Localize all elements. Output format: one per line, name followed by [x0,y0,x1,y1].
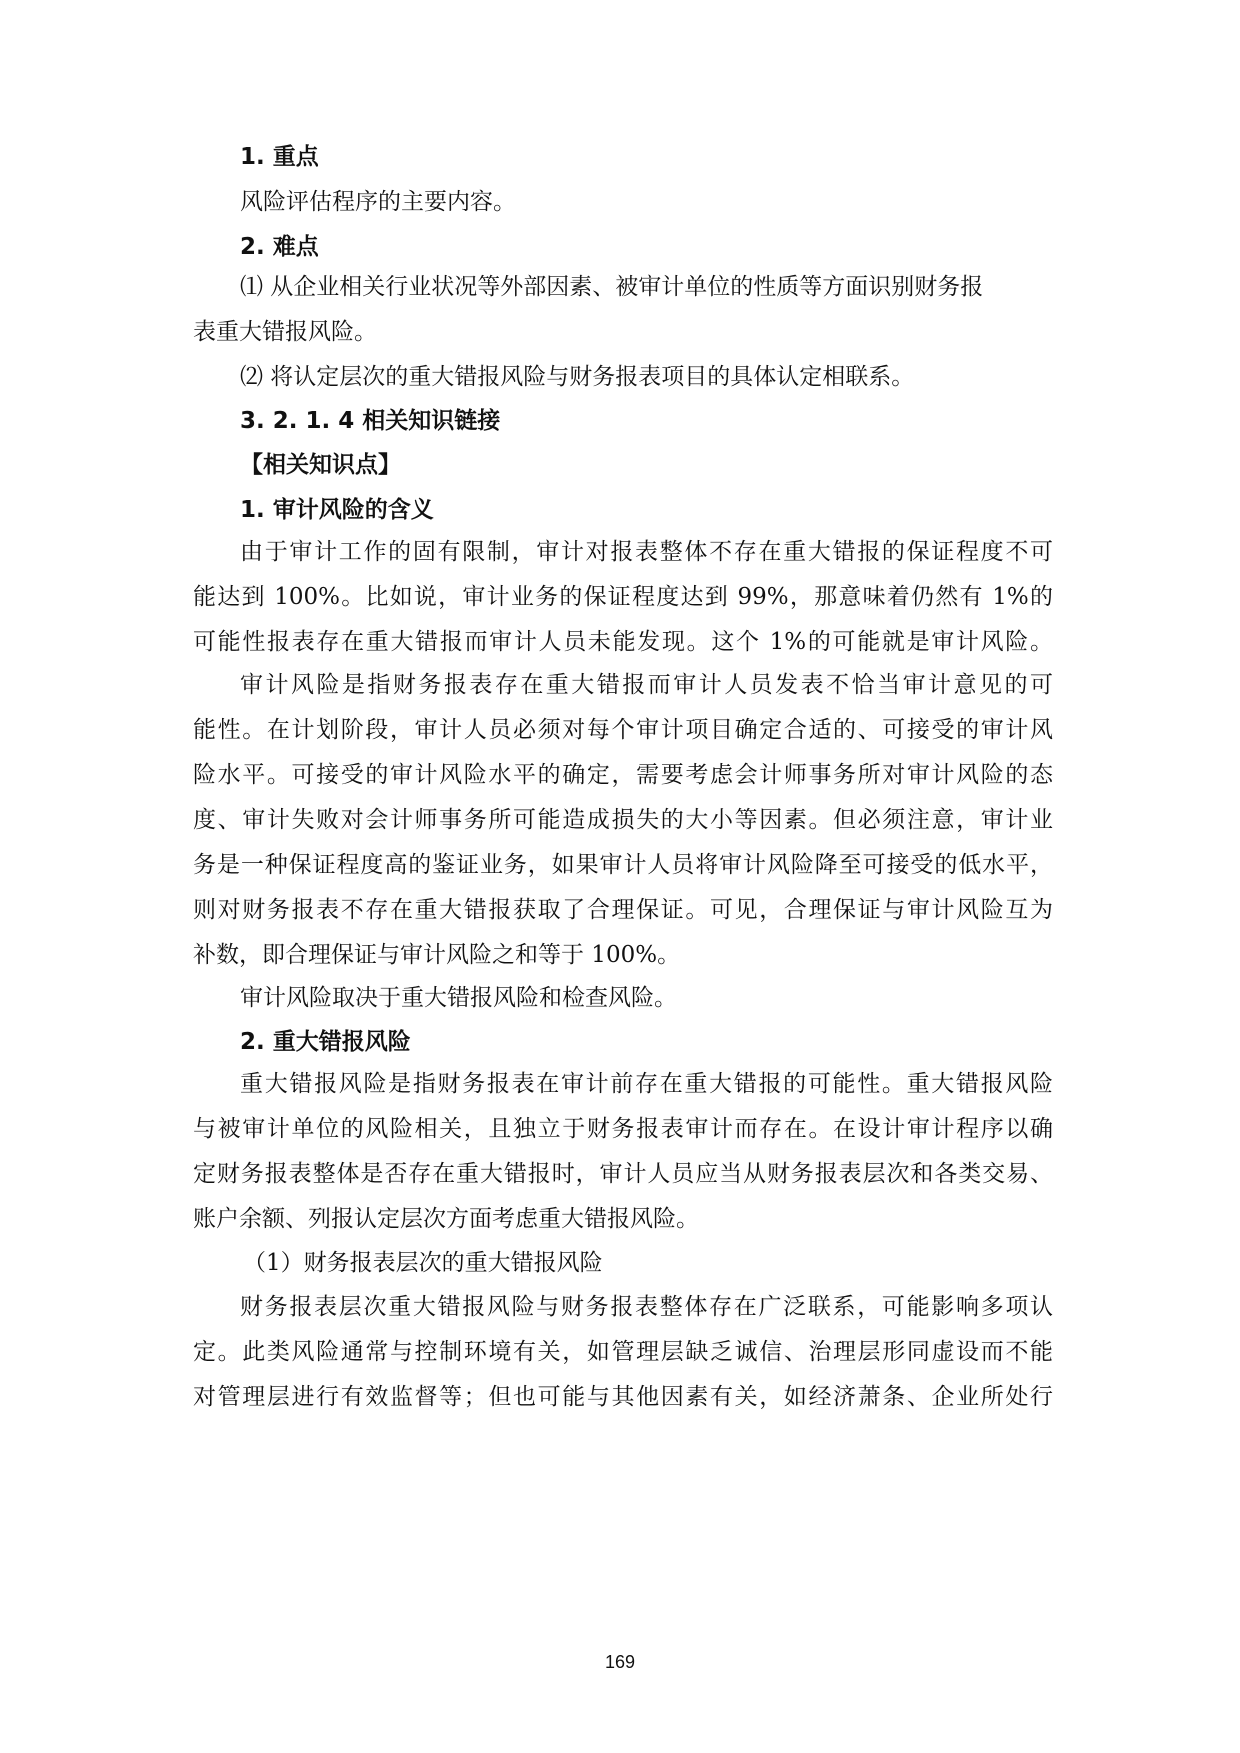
paragraph-2-line-5: 务是一种保证程度高的鉴证业务，如果审计人员将审计风险降至可接受的低水平， [193,852,1053,878]
paragraph-4-line-1: 重大错报风险是指财务报表在审计前存在重大错报的可能性。重大错报风险 [240,1071,1053,1097]
section-heading: 3. 2. 1. 4 相关知识链接 [240,408,501,434]
paragraph-1-line-2: 能达到 100%。比如说，审计业务的保证程度达到 99%，那意味着仍然有 1%的 [193,584,1053,610]
paragraph-2-line-7: 补数，即合理保证与审计风险之和等于 100%。 [193,942,681,968]
paragraph-4-line-3: 定财务报表整体是否存在重大错报时，审计人员应当从财务报表层次和各类交易、 [193,1161,1053,1187]
paragraph-1-line-1: 由于审计工作的固有限制，审计对报表整体不存在重大错报的保证程度不可 [240,539,1053,565]
paragraph-5-line-1: 财务报表层次重大错报风险与财务报表整体存在广泛联系，可能影响多项认 [240,1294,1053,1320]
paragraph-2-line-1: 审计风险是指财务报表存在重大错报而审计人员发表不恰当审计意见的可 [240,672,1053,698]
heading-key-points: 1. 重点 [240,144,319,170]
heading-difficulties: 2. 难点 [240,234,319,260]
paragraph-key-points: 风险评估程序的主要内容。 [240,189,516,215]
paragraph-2-line-3: 险水平。可接受的审计风险水平的确定，需要考虑会计师事务所对审计风险的态 [193,762,1053,788]
paragraph-5-line-2: 定。此类风险通常与控制环境有关，如管理层缺乏诚信、治理层形同虚设而不能 [193,1339,1053,1365]
difficulty-1-line-2: 表重大错报风险。 [193,319,377,345]
heading-audit-risk-meaning: 1. 审计风险的含义 [240,497,434,523]
paragraph-3: 审计风险取决于重大错报风险和检查风险。 [240,985,677,1011]
difficulty-2: ⑵ 将认定层次的重大错报风险与财务报表项目的具体认定相联系。 [240,364,915,390]
paragraph-2-line-2: 能性。在计划阶段，审计人员必须对每个审计项目确定合适的、可接受的审计风 [193,717,1053,743]
difficulty-1-line-1: ⑴ 从企业相关行业状况等外部因素、被审计单位的性质等方面识别财务报 [240,274,984,300]
page-number: 169 [604,1652,636,1672]
paragraph-1-line-3: 可能性报表存在重大错报而审计人员未能发现。这个 1%的可能就是审计风险。 [193,629,1053,655]
subheading-statement-level-risk: （1）财务报表层次的重大错报风险 [243,1250,603,1276]
heading-related-knowledge: 【相关知识点】 [240,452,401,478]
paragraph-4-line-2: 与被审计单位的风险相关，且独立于财务报表审计而存在。在设计审计程序以确 [193,1116,1053,1142]
heading-material-misstatement-risk: 2. 重大错报风险 [240,1029,411,1055]
paragraph-4-line-4: 账户余额、列报认定层次方面考虑重大错报风险。 [193,1206,699,1232]
paragraph-2-line-4: 度、审计失败对会计师事务所可能造成损失的大小等因素。但必须注意，审计业 [193,807,1053,833]
paragraph-2-line-6: 则对财务报表不存在重大错报获取了合理保证。可见，合理保证与审计风险互为 [193,897,1053,923]
paragraph-5-line-3: 对管理层进行有效监督等；但也可能与其他因素有关，如经济萧条、企业所处行 [193,1384,1053,1410]
